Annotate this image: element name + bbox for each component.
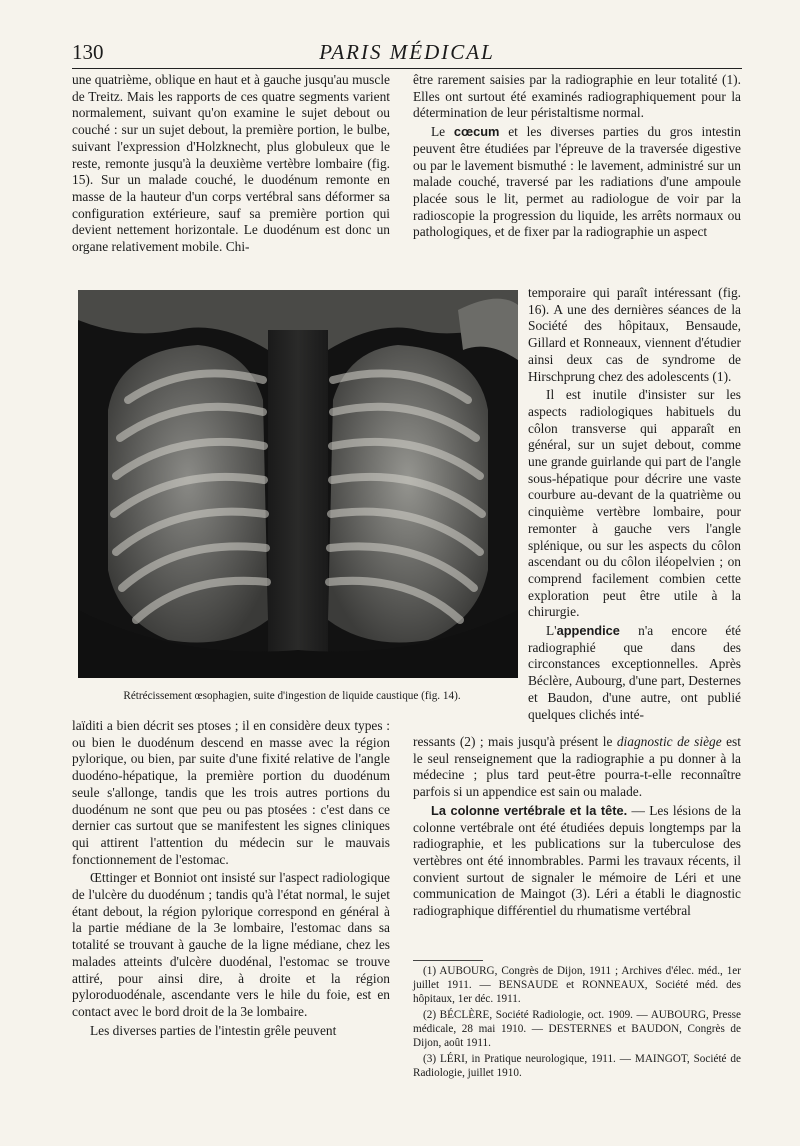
paragraph-appendice: L'appendice n'a encore été radiographié que dans des circonstances exceptionnelles. Après Béclère, Aubourg, d'une part, Desternes et Baudon, d'une autre, ont publié quelques clichés inté- [528,623,742,722]
term-appendice: appendice [556,623,620,639]
footnote-rule [413,960,483,961]
footnotes [413,964,741,1082]
running-title: PARIS MÉDICAL [319,40,495,64]
xray-figure [78,290,518,678]
figure-caption: Rétrécissement œsophagien, suite d'ingestion de liquide caustique (fig. 14). [123,690,461,702]
footnote: (3) LÉRI, in Pratique neurologique, 1911. — MAINGOT, Société de Radiologie, juillet 1910. [413,1053,741,1079]
left-column-top [72,72,390,256]
page-number: 130 [72,40,104,64]
paragraph: Les diverses parties de l'intestin grêle peuvent [90,1022,337,1038]
paragraph-caecum: Le cœcum et les diverses parties du gros intestin peuvent être étudiées par l'épreuve de la traversée digestive ou par le lavement bismuthé : le lavement, administré sur un malade couché, traversé par les radiations d'une ampoule placée sous le lit, permet au radiologue de voir par la radioscopie la progression du liquide, les arrêts normaux ou pathologiques, et de fixer par la radiographie un aspect [413,124,741,240]
paragraph: temporaire qui paraît intéressant (fig. 16). A une des dernières séances de la Société des hôpitaux, Bensaude, Gillard et Ronneaux, viennent d'étudier ainsi deux cas de syndrome de Hirschprung chez des adolescents (1). [528,285,741,384]
footnote: (2) BÉCLÈRE, Société Radiologie, oct. 1909. — AUBOURG, Presse médicale, 28 mai 1910. — DESTERNES et BAUDON, Congrès de Dijon, août 1911. [413,1009,741,1049]
page-header [72,40,742,70]
chest-xray-image [78,290,518,678]
right-column-bottom [413,734,741,920]
header-rule [72,68,742,69]
term-caecum: cœcum [453,124,500,140]
footnote: (1) AUBOURG, Congrès de Dijon, 1911 ; Archives d'élec. méd., 1er juillet 1911. — BENSAUDE et RONNEAUX, Société méd. des hôpitaux, 1er déc. 1911. [413,965,741,1005]
paragraph: Il est inutile d'insister sur les aspects radiologiques habituels du côlon transverse qui apparaît en général, sur un sujet debout, comme une grande guirlande qui part de l'angle sous-hépatique pour décrire une vaste courbure au-devant de la quatrième ou cinquième vertèbre lombaire, pour remonter à gauche vers l'angle splénique, ou sur les aspects du côlon ascendant ou du côlon iléopelvien ; on comprend facilement combien cette exploration peut être utile à la chirurgie. [528,387,741,620]
paragraph: Œttinger et Bonniot ont insisté sur l'aspect radiologique de l'ulcère du duodénum ; tandis qu'à l'état normal, le sujet étant debout, la région pylorique correspond en général à la partie médiane de la 3e lombaire, l'estomac dans sa totalité se trouvant à gauche de la ligne médiane, chez les malades atteints d'ulcère duodénal, l'estomac se trouve attiré, pour ainsi dire, à droite et la région pyloroduodénale, ascendante vers le hile du foie, est en contact avec le bord droit de la 3e lombaire. [72,870,390,1019]
paragraph: être rarement saisies par la radiographie en leur totalité (1). Elles ont surtout été examinés radiographiquement pour la détermination de leur péristaltisme normal. [413,72,741,121]
left-column-bottom [72,718,390,1039]
paragraph: une quatrième, oblique en haut et à gauche jusqu'au muscle de Treitz. Mais les rapports de ces quatre segments varient normalement, suivant qu'on examine le sujet debout ou couché : sur un sujet debout, la première portion, le bulbe, suivant l'expression d'Holzknecht, plus globuleux que le reste, remonte jusqu'à la deuxième vertèbre lombaire (fig. 15). Sur un malade couché, le duodénum remonte en masse de la hauteur d'un corps vertébral sans déformer sa configuration extérieure, sauf sa première portion qui devient nettement horizontale. Le duodénum est donc un organe relativement mobile. Chi- [72,72,390,255]
section-heading: La colonne vertébrale et la tête. [431,802,628,818]
paragraph: laïditi a bien décrit ses ptoses ; il en considère deux types : ou bien le duodénum descend en masse avec la région pylorique, ou bien, par suite d'une fixité relative de l'angle duodéno-hépatique, la première portion du duodénum seule s'allonge, tandis que les trois autres portions du duodénum ne sont que peu ou pas ptosées : c'est dans ce dernier cas surtout que se manifestent les signes cliniques qui attirent l'attention du médecin sur le mauvais fonctionnement de l'estomac. [72,718,390,867]
section-colonne-vertebrale: La colonne vertébrale et la tête. — Les lésions de la colonne vertébrale ont été étudiées depuis longtemps par la radiographie, et les publications sur la tuberculose des vertèbres ont été innombrables. Parmi les travaux récents, il convient surtout de signaler le mémoire de Léri et une communication de Maingot (3). Léri a établi le diagnostic radiographique différentiel du rhumatisme vertébral [413,802,741,919]
right-column-narrow [528,285,741,723]
paragraph: ressants (2) ; mais jusqu'à présent le diagnostic de siège est le seul renseignement que la radiographie a pu donner à la médecine ; plus tard peut-être pourra-t-elle reconnaître parfois si un appendice est sain ou malade. [413,734,741,800]
right-column-top [413,72,741,241]
